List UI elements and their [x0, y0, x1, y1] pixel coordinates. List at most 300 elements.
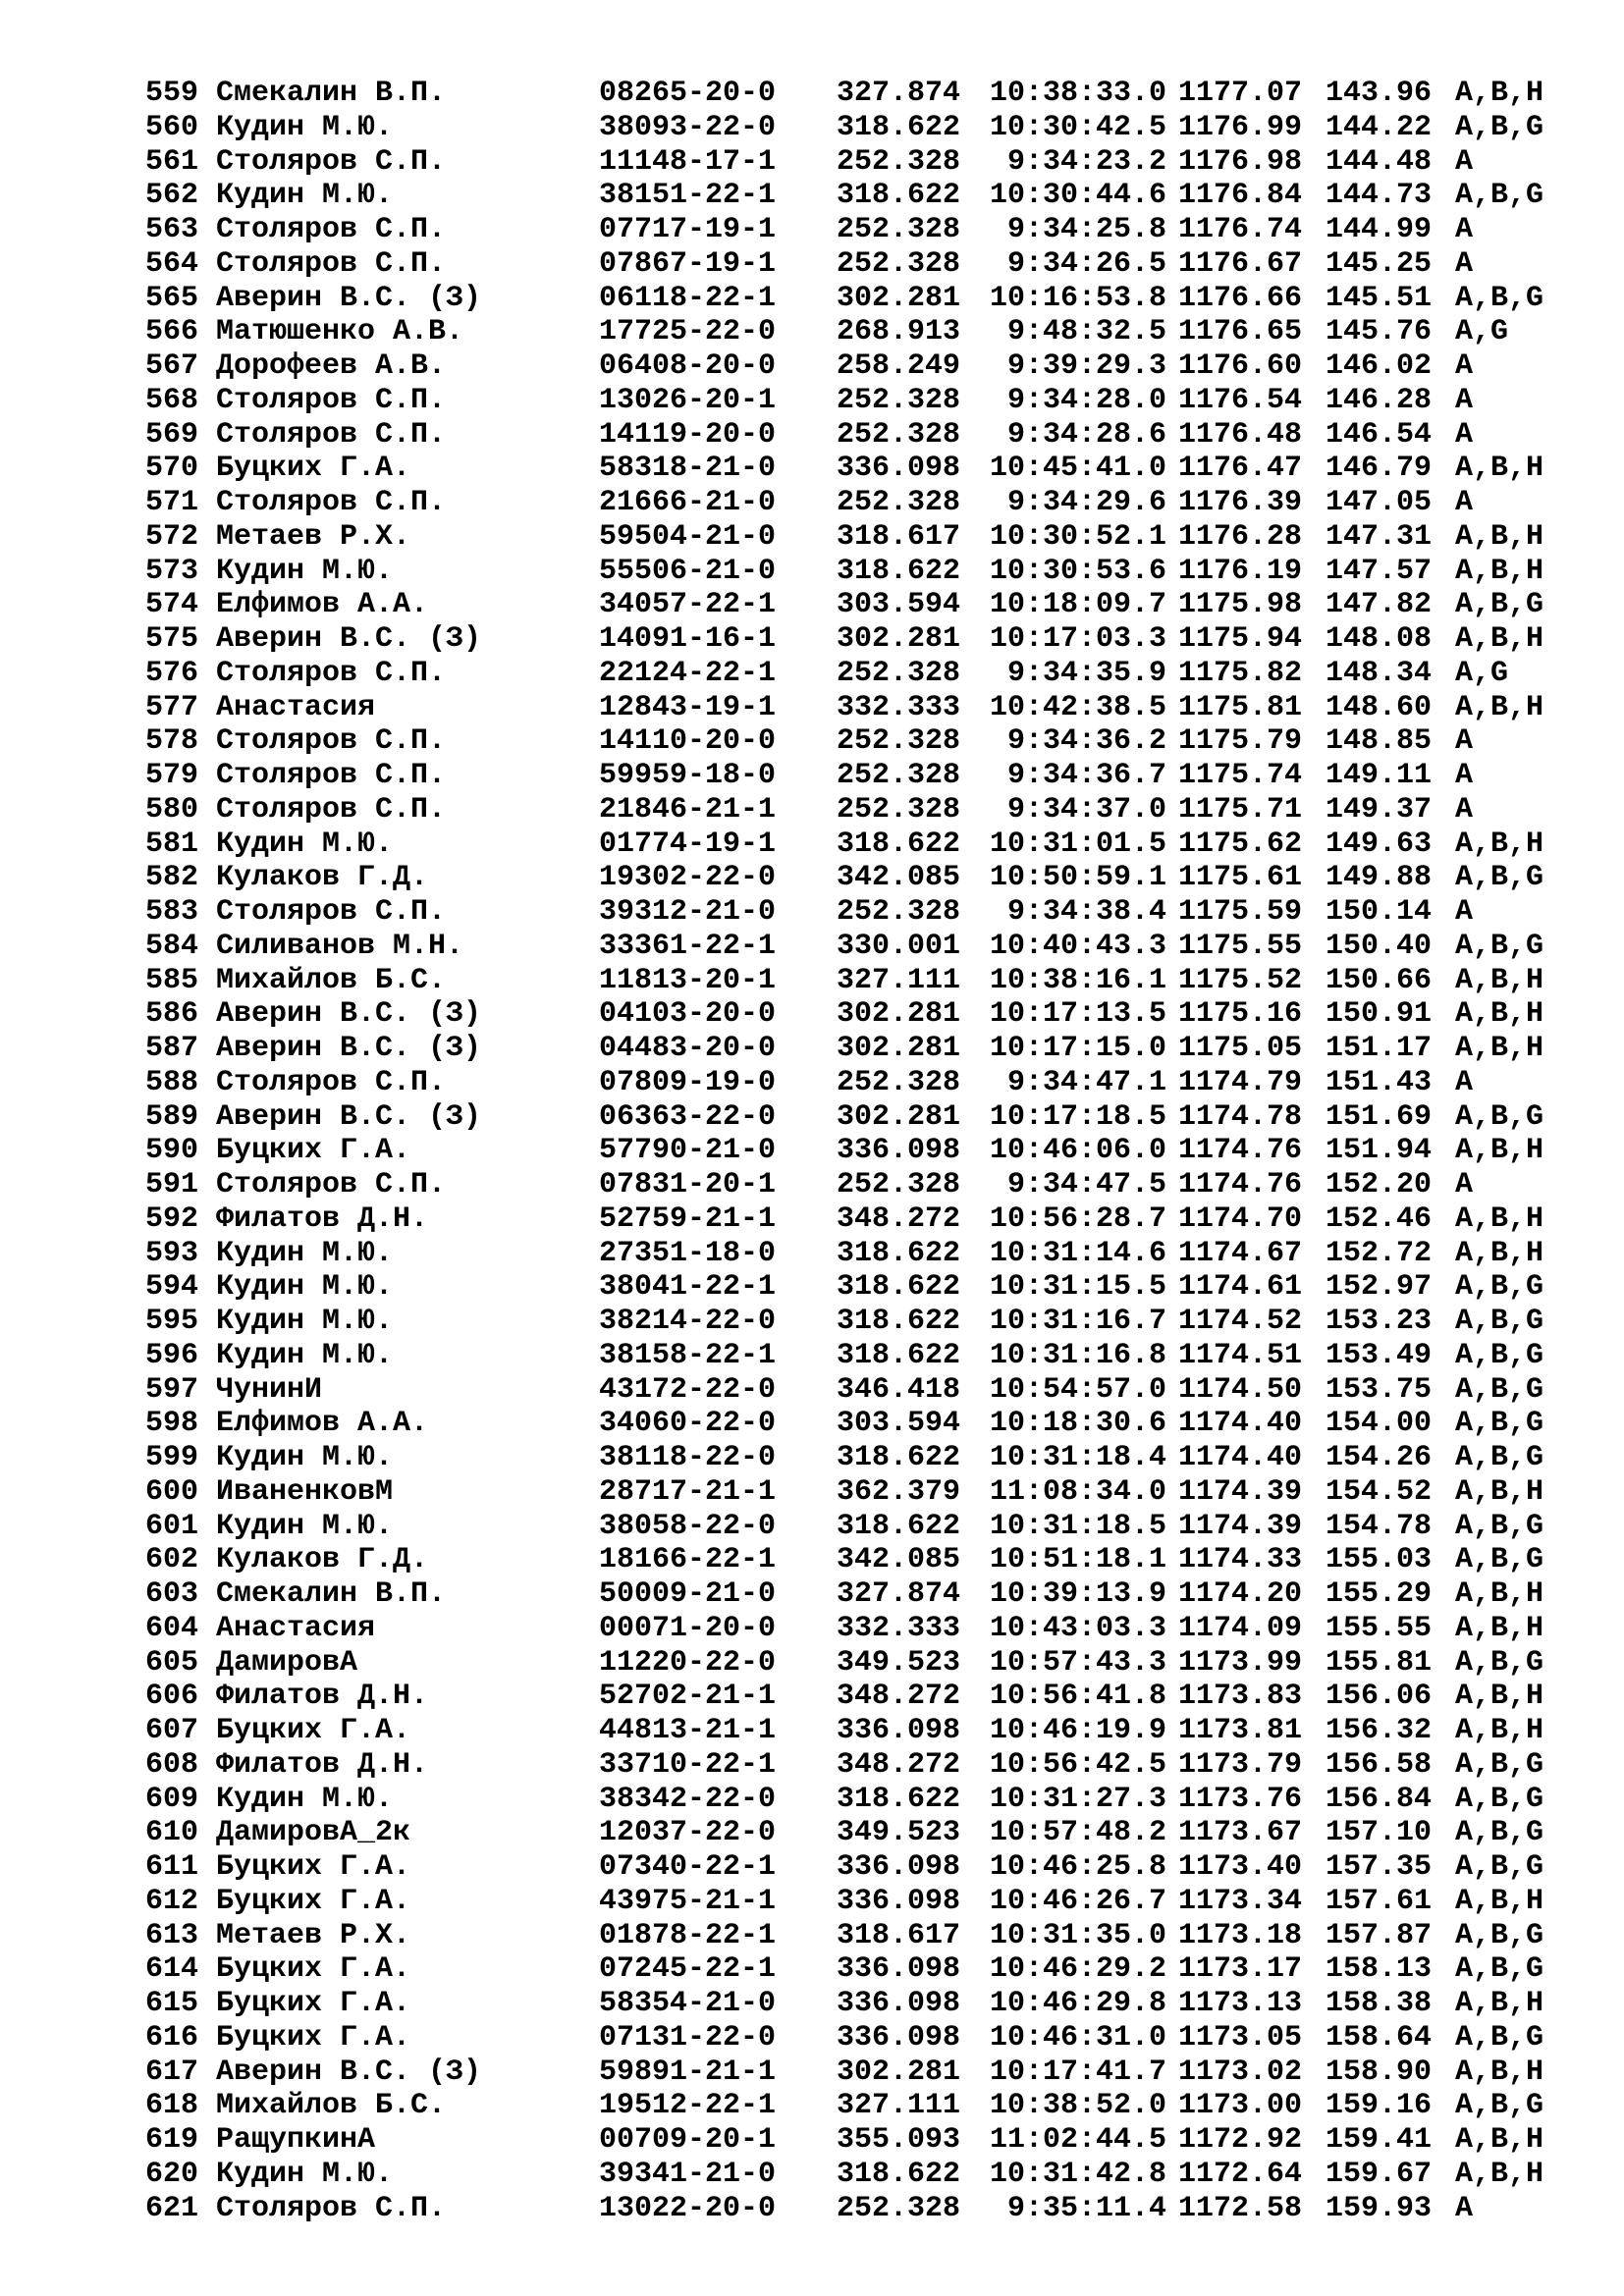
distance: 258.249: [837, 349, 961, 383]
ring-code: 52702-21-1: [599, 1680, 777, 1714]
row-number: 563: [145, 213, 199, 246]
speed: 1175.62: [1178, 827, 1303, 861]
distance: 342.085: [837, 1543, 961, 1577]
distance: 346.418: [837, 1372, 961, 1407]
points: 143.96: [1326, 77, 1433, 110]
ring-code: 07245-22-1: [599, 1952, 777, 1987]
points: 149.37: [1326, 792, 1433, 827]
group-flags: A,B,H: [1455, 452, 1544, 486]
group-flags: A,B,G: [1455, 1509, 1544, 1543]
ring-code: 33710-22-1: [599, 1747, 777, 1782]
participant-name: Буцких Г.А.: [216, 1850, 411, 1884]
participant-name: Филатов Д.Н.: [216, 1747, 429, 1782]
distance: 348.272: [837, 1201, 961, 1236]
ring-code: 06363-22-0: [599, 1099, 777, 1134]
row-number: 609: [145, 1782, 199, 1816]
points: 158.90: [1326, 2055, 1433, 2089]
group-flags: A,B,G: [1455, 1645, 1544, 1680]
points: 154.52: [1326, 1474, 1433, 1509]
ring-code: 28717-21-1: [599, 1474, 777, 1509]
participant-name: Столяров С.П.: [216, 759, 447, 792]
points: 152.72: [1326, 1236, 1433, 1270]
speed: 1176.67: [1178, 246, 1303, 281]
row-number: 582: [145, 861, 199, 895]
distance: 336.098: [837, 1714, 961, 1747]
row-number: 581: [145, 827, 199, 861]
table-row: [145, 1339, 1573, 1373]
arrival-time: 9:34:29.6: [1006, 486, 1166, 519]
arrival-time: 10:57:43.3: [989, 1645, 1166, 1680]
participant-name: Буцких Г.А.: [216, 1134, 411, 1168]
row-number: 592: [145, 1201, 199, 1236]
distance: 336.098: [837, 2020, 961, 2055]
speed: 1174.40: [1178, 1441, 1303, 1474]
row-number: 599: [145, 1441, 199, 1474]
table-row: [145, 486, 1573, 520]
speed: 1175.59: [1178, 895, 1303, 929]
group-flags: A,B,H: [1455, 1987, 1544, 2020]
group-flags: A,B,G: [1455, 1543, 1544, 1577]
participant-name: Аверин В.С. (З): [216, 1032, 482, 1065]
speed: 1176.28: [1178, 519, 1303, 554]
ring-code: 13022-20-0: [599, 2191, 777, 2225]
points: 148.60: [1326, 690, 1433, 724]
group-flags: A,B,G: [1455, 1816, 1544, 1850]
distance: 327.874: [837, 1577, 961, 1611]
row-number: 570: [145, 452, 199, 486]
distance: 252.328: [837, 759, 961, 792]
ring-code: 38058-22-0: [599, 1509, 777, 1543]
arrival-time: 10:39:13.9: [989, 1577, 1166, 1611]
group-flags: A,B,H: [1455, 997, 1544, 1032]
group-flags: A,B,H: [1455, 1611, 1544, 1645]
speed: 1177.07: [1178, 77, 1303, 110]
group-flags: A,B,G: [1455, 588, 1544, 622]
points: 156.32: [1326, 1714, 1433, 1747]
table-row: [145, 2123, 1573, 2158]
speed: 1174.67: [1178, 1236, 1303, 1270]
ring-code: 44813-21-1: [599, 1714, 777, 1747]
row-number: 566: [145, 315, 199, 349]
row-number: 605: [145, 1645, 199, 1680]
points: 156.06: [1326, 1680, 1433, 1714]
distance: 268.913: [837, 315, 961, 349]
participant-name: Елфимов А.А.: [216, 1407, 429, 1441]
table-row: [145, 724, 1573, 759]
arrival-time: 10:31:18.5: [989, 1509, 1166, 1543]
speed: 1176.99: [1178, 110, 1303, 144]
distance: 318.617: [837, 1918, 961, 1952]
row-number: 611: [145, 1850, 199, 1884]
participant-name: Михайлов Б.С.: [216, 2089, 447, 2123]
distance: 252.328: [837, 895, 961, 929]
table-row: [145, 1134, 1573, 1168]
row-number: 578: [145, 724, 199, 759]
points: 146.54: [1326, 417, 1433, 452]
table-row: [145, 1475, 1573, 1510]
speed: 1176.48: [1178, 417, 1303, 452]
participant-name: ДамировА_2к: [216, 1816, 411, 1850]
group-flags: A,B,G: [1455, 1918, 1544, 1952]
participant-name: Буцких Г.А.: [216, 2020, 411, 2055]
arrival-time: 9:35:11.4: [1006, 2191, 1166, 2225]
participant-name: Столяров С.П.: [216, 417, 447, 452]
table-row: [145, 282, 1573, 316]
table-row: [145, 1510, 1573, 1544]
table-row: [145, 588, 1573, 622]
ring-code: 27351-18-0: [599, 1236, 777, 1270]
ring-code: 04483-20-0: [599, 1032, 777, 1065]
points: 154.78: [1326, 1509, 1433, 1543]
participant-name: Метаев Р.Х.: [216, 1918, 411, 1952]
row-number: 620: [145, 2157, 199, 2191]
arrival-time: 10:42:38.5: [989, 690, 1166, 724]
distance: 327.874: [837, 77, 961, 110]
table-row: [145, 1952, 1573, 1987]
participant-name: Метаев Р.Х.: [216, 519, 411, 554]
table-row: [145, 2158, 1573, 2192]
row-number: 574: [145, 588, 199, 622]
speed: 1173.99: [1178, 1645, 1303, 1680]
ring-code: 08265-20-0: [599, 77, 777, 110]
ring-code: 38041-22-1: [599, 1270, 777, 1305]
speed: 1176.98: [1178, 144, 1303, 179]
points: 145.25: [1326, 246, 1433, 281]
distance: 355.093: [837, 2123, 961, 2157]
arrival-time: 10:17:15.0: [989, 1032, 1166, 1065]
points: 151.43: [1326, 1065, 1433, 1099]
group-flags: A: [1455, 486, 1474, 519]
row-number: 600: [145, 1474, 199, 1509]
participant-name: Буцких Г.А.: [216, 1884, 411, 1918]
points: 145.76: [1326, 315, 1433, 349]
group-flags: A,B,G: [1455, 110, 1544, 144]
distance: 342.085: [837, 861, 961, 895]
arrival-time: 10:17:18.5: [989, 1099, 1166, 1134]
speed: 1173.34: [1178, 1884, 1303, 1918]
speed: 1175.79: [1178, 724, 1303, 759]
participant-name: Буцких Г.А.: [216, 1952, 411, 1987]
row-number: 621: [145, 2191, 199, 2225]
distance: 332.333: [837, 690, 961, 724]
participant-name: Аверин В.С. (З): [216, 2055, 482, 2089]
points: 157.35: [1326, 1850, 1433, 1884]
group-flags: A: [1455, 349, 1474, 383]
group-flags: A,B,G: [1455, 1338, 1544, 1372]
table-row: [145, 1270, 1573, 1305]
distance: 252.328: [837, 144, 961, 179]
ring-code: 13026-20-1: [599, 383, 777, 417]
points: 159.41: [1326, 2123, 1433, 2157]
group-flags: A,B,H: [1455, 77, 1544, 110]
distance: 318.622: [837, 110, 961, 144]
group-flags: A,G: [1455, 656, 1509, 690]
arrival-time: 9:34:37.0: [1006, 792, 1166, 827]
speed: 1172.58: [1178, 2191, 1303, 2225]
row-number: 572: [145, 519, 199, 554]
table-row: [145, 1100, 1573, 1135]
points: 144.73: [1326, 179, 1433, 213]
row-number: 618: [145, 2089, 199, 2123]
speed: 1174.76: [1178, 1168, 1303, 1201]
speed: 1176.66: [1178, 281, 1303, 315]
distance: 252.328: [837, 656, 961, 690]
ring-code: 33361-22-1: [599, 929, 777, 963]
arrival-time: 10:31:15.5: [989, 1270, 1166, 1305]
arrival-time: 10:50:59.1: [989, 861, 1166, 895]
points: 146.28: [1326, 383, 1433, 417]
speed: 1175.74: [1178, 759, 1303, 792]
group-flags: A,B,H: [1455, 1474, 1544, 1509]
row-number: 604: [145, 1611, 199, 1645]
participant-name: РащупкинА: [216, 2123, 376, 2157]
speed: 1173.81: [1178, 1714, 1303, 1747]
distance: 302.281: [837, 281, 961, 315]
ring-code: 07809-19-0: [599, 1065, 777, 1099]
group-flags: A,B,G: [1455, 1952, 1544, 1987]
table-row: [145, 1646, 1573, 1681]
participant-name: Аверин В.С. (З): [216, 281, 482, 315]
points: 147.57: [1326, 554, 1433, 588]
participant-name: Дорофеев А.В.: [216, 349, 447, 383]
row-number: 576: [145, 656, 199, 690]
arrival-time: 10:31:35.0: [989, 1918, 1166, 1952]
ring-code: 38214-22-0: [599, 1305, 777, 1338]
distance: 336.098: [837, 452, 961, 486]
distance: 252.328: [837, 486, 961, 519]
ring-code: 00071-20-0: [599, 1611, 777, 1645]
table-row: [145, 1850, 1573, 1885]
participant-name: Аверин В.С. (З): [216, 997, 482, 1032]
points: 153.75: [1326, 1372, 1433, 1407]
group-flags: A: [1455, 144, 1474, 179]
points: 148.08: [1326, 622, 1433, 656]
table-row: [145, 1577, 1573, 1612]
points: 152.46: [1326, 1201, 1433, 1236]
group-flags: A,B,G: [1455, 1407, 1544, 1441]
row-number: 598: [145, 1407, 199, 1441]
arrival-time: 10:30:53.6: [989, 554, 1166, 588]
table-row: [145, 2056, 1573, 2090]
points: 144.99: [1326, 213, 1433, 246]
ring-code: 07831-20-1: [599, 1168, 777, 1201]
distance: 327.111: [837, 963, 961, 997]
row-number: 608: [145, 1747, 199, 1782]
arrival-time: 11:08:34.0: [989, 1474, 1166, 1509]
group-flags: A: [1455, 895, 1474, 929]
points: 159.93: [1326, 2191, 1433, 2225]
group-flags: A,B,H: [1455, 2157, 1544, 2191]
distance: 252.328: [837, 417, 961, 452]
points: 155.03: [1326, 1543, 1433, 1577]
distance: 336.098: [837, 1952, 961, 1987]
speed: 1174.40: [1178, 1407, 1303, 1441]
table-row: [145, 1612, 1573, 1646]
speed: 1176.54: [1178, 383, 1303, 417]
speed: 1173.79: [1178, 1747, 1303, 1782]
participant-name: ДамировА: [216, 1645, 358, 1680]
row-number: 583: [145, 895, 199, 929]
group-flags: A,B,G: [1455, 929, 1544, 963]
participant-name: Филатов Д.Н.: [216, 1201, 429, 1236]
distance: 318.622: [837, 1441, 961, 1474]
table-row: [145, 1714, 1573, 1748]
distance: 330.001: [837, 929, 961, 963]
row-number: 614: [145, 1952, 199, 1987]
ring-code: 12037-22-0: [599, 1816, 777, 1850]
points: 150.66: [1326, 963, 1433, 997]
speed: 1174.33: [1178, 1543, 1303, 1577]
distance: 252.328: [837, 1065, 961, 1099]
table-row: [145, 1748, 1573, 1783]
table-row: [145, 452, 1573, 486]
participant-name: Столяров С.П.: [216, 656, 447, 690]
arrival-time: 10:17:03.3: [989, 622, 1166, 656]
speed: 1172.92: [1178, 2123, 1303, 2157]
arrival-time: 9:34:38.4: [1006, 895, 1166, 929]
participant-name: Елфимов А.А.: [216, 588, 429, 622]
arrival-time: 10:40:43.3: [989, 929, 1166, 963]
points: 144.22: [1326, 110, 1433, 144]
speed: 1173.05: [1178, 2020, 1303, 2055]
arrival-time: 9:34:23.2: [1006, 144, 1166, 179]
ring-code: 14119-20-0: [599, 417, 777, 452]
group-flags: A,B,H: [1455, 1714, 1544, 1747]
distance: 336.098: [837, 1134, 961, 1168]
points: 157.87: [1326, 1918, 1433, 1952]
table-row: [145, 622, 1573, 657]
points: 159.16: [1326, 2089, 1433, 2123]
group-flags: A: [1455, 417, 1474, 452]
speed: 1174.50: [1178, 1372, 1303, 1407]
points: 148.85: [1326, 724, 1433, 759]
table-row: [145, 247, 1573, 282]
arrival-time: 11:02:44.5: [989, 2123, 1166, 2157]
speed: 1174.52: [1178, 1305, 1303, 1338]
distance: 252.328: [837, 213, 961, 246]
points: 147.31: [1326, 519, 1433, 554]
speed: 1174.20: [1178, 1577, 1303, 1611]
table-row: [145, 1237, 1573, 1271]
speed: 1174.39: [1178, 1474, 1303, 1509]
group-flags: A,B,G: [1455, 179, 1544, 213]
row-number: 560: [145, 110, 199, 144]
participant-name: Аверин В.С. (З): [216, 1099, 482, 1134]
row-number: 597: [145, 1372, 199, 1407]
points: 155.81: [1326, 1645, 1433, 1680]
participant-name: Кулаков Г.Д.: [216, 861, 429, 895]
ring-code: 18166-22-1: [599, 1543, 777, 1577]
arrival-time: 9:34:47.1: [1006, 1065, 1166, 1099]
speed: 1176.39: [1178, 486, 1303, 519]
points: 155.29: [1326, 1577, 1433, 1611]
ring-code: 34060-22-0: [599, 1407, 777, 1441]
ring-code: 38158-22-1: [599, 1338, 777, 1372]
points: 146.02: [1326, 349, 1433, 383]
ring-code: 07340-22-1: [599, 1850, 777, 1884]
participant-name: Кудин М.Ю.: [216, 1270, 394, 1305]
table-row: [145, 2021, 1573, 2056]
distance: 332.333: [837, 1611, 961, 1645]
row-number: 588: [145, 1065, 199, 1099]
ring-code: 19302-22-0: [599, 861, 777, 895]
speed: 1173.13: [1178, 1987, 1303, 2020]
ring-code: 12843-19-1: [599, 690, 777, 724]
row-number: 564: [145, 246, 199, 281]
points: 151.94: [1326, 1134, 1433, 1168]
ring-code: 07717-19-1: [599, 213, 777, 246]
ring-code: 38118-22-0: [599, 1441, 777, 1474]
group-flags: A: [1455, 724, 1474, 759]
participant-name: Кудин М.Ю.: [216, 1236, 394, 1270]
speed: 1175.61: [1178, 861, 1303, 895]
table-row: [145, 111, 1573, 145]
participant-name: Кудин М.Ю.: [216, 1305, 394, 1338]
table-row: [145, 145, 1573, 180]
participant-name: Кудин М.Ю.: [216, 110, 394, 144]
points: 153.23: [1326, 1305, 1433, 1338]
table-row: [145, 691, 1573, 725]
participant-name: Смекалин В.П.: [216, 1577, 447, 1611]
ring-code: 39312-21-0: [599, 895, 777, 929]
distance: 318.622: [837, 1305, 961, 1338]
arrival-time: 10:46:25.8: [989, 1850, 1166, 1884]
points: 150.91: [1326, 997, 1433, 1032]
participant-name: Михайлов Б.С.: [216, 963, 447, 997]
speed: 1173.40: [1178, 1850, 1303, 1884]
table-row: [145, 418, 1573, 453]
participant-name: Кудин М.Ю.: [216, 827, 394, 861]
row-number: 579: [145, 759, 199, 792]
participant-name: Столяров С.П.: [216, 144, 447, 179]
table-row: [145, 2192, 1573, 2226]
arrival-time: 10:31:01.5: [989, 827, 1166, 861]
speed: 1173.18: [1178, 1918, 1303, 1952]
row-number: 606: [145, 1680, 199, 1714]
row-number: 619: [145, 2123, 199, 2157]
participant-name: Смекалин В.П.: [216, 77, 447, 110]
ring-code: 11148-17-1: [599, 144, 777, 179]
participant-name: Кудин М.Ю.: [216, 1509, 394, 1543]
participant-name: ЧунинИ: [216, 1372, 323, 1407]
table-row: [145, 997, 1573, 1032]
ring-code: 59891-21-1: [599, 2055, 777, 2089]
table-row: [145, 1441, 1573, 1475]
distance: 362.379: [837, 1474, 961, 1509]
participant-name: Кудин М.Ю.: [216, 554, 394, 588]
table-row: [145, 1680, 1573, 1714]
ring-code: 57790-21-0: [599, 1134, 777, 1168]
group-flags: A,B,G: [1455, 1441, 1544, 1474]
row-number: 584: [145, 929, 199, 963]
speed: 1175.55: [1178, 929, 1303, 963]
ring-code: 04103-20-0: [599, 997, 777, 1032]
distance: 318.622: [837, 179, 961, 213]
ring-code: 50009-21-0: [599, 1577, 777, 1611]
arrival-time: 9:34:36.2: [1006, 724, 1166, 759]
group-flags: A,B,G: [1455, 1747, 1544, 1782]
distance: 318.622: [837, 554, 961, 588]
points: 152.97: [1326, 1270, 1433, 1305]
distance: 318.617: [837, 519, 961, 554]
arrival-time: 10:31:16.7: [989, 1305, 1166, 1338]
participant-name: Кудин М.Ю.: [216, 1441, 394, 1474]
participant-name: Буцких Г.А.: [216, 1714, 411, 1747]
arrival-time: 10:51:18.1: [989, 1543, 1166, 1577]
arrival-time: 10:38:16.1: [989, 963, 1166, 997]
group-flags: A: [1455, 246, 1474, 281]
row-number: 569: [145, 417, 199, 452]
